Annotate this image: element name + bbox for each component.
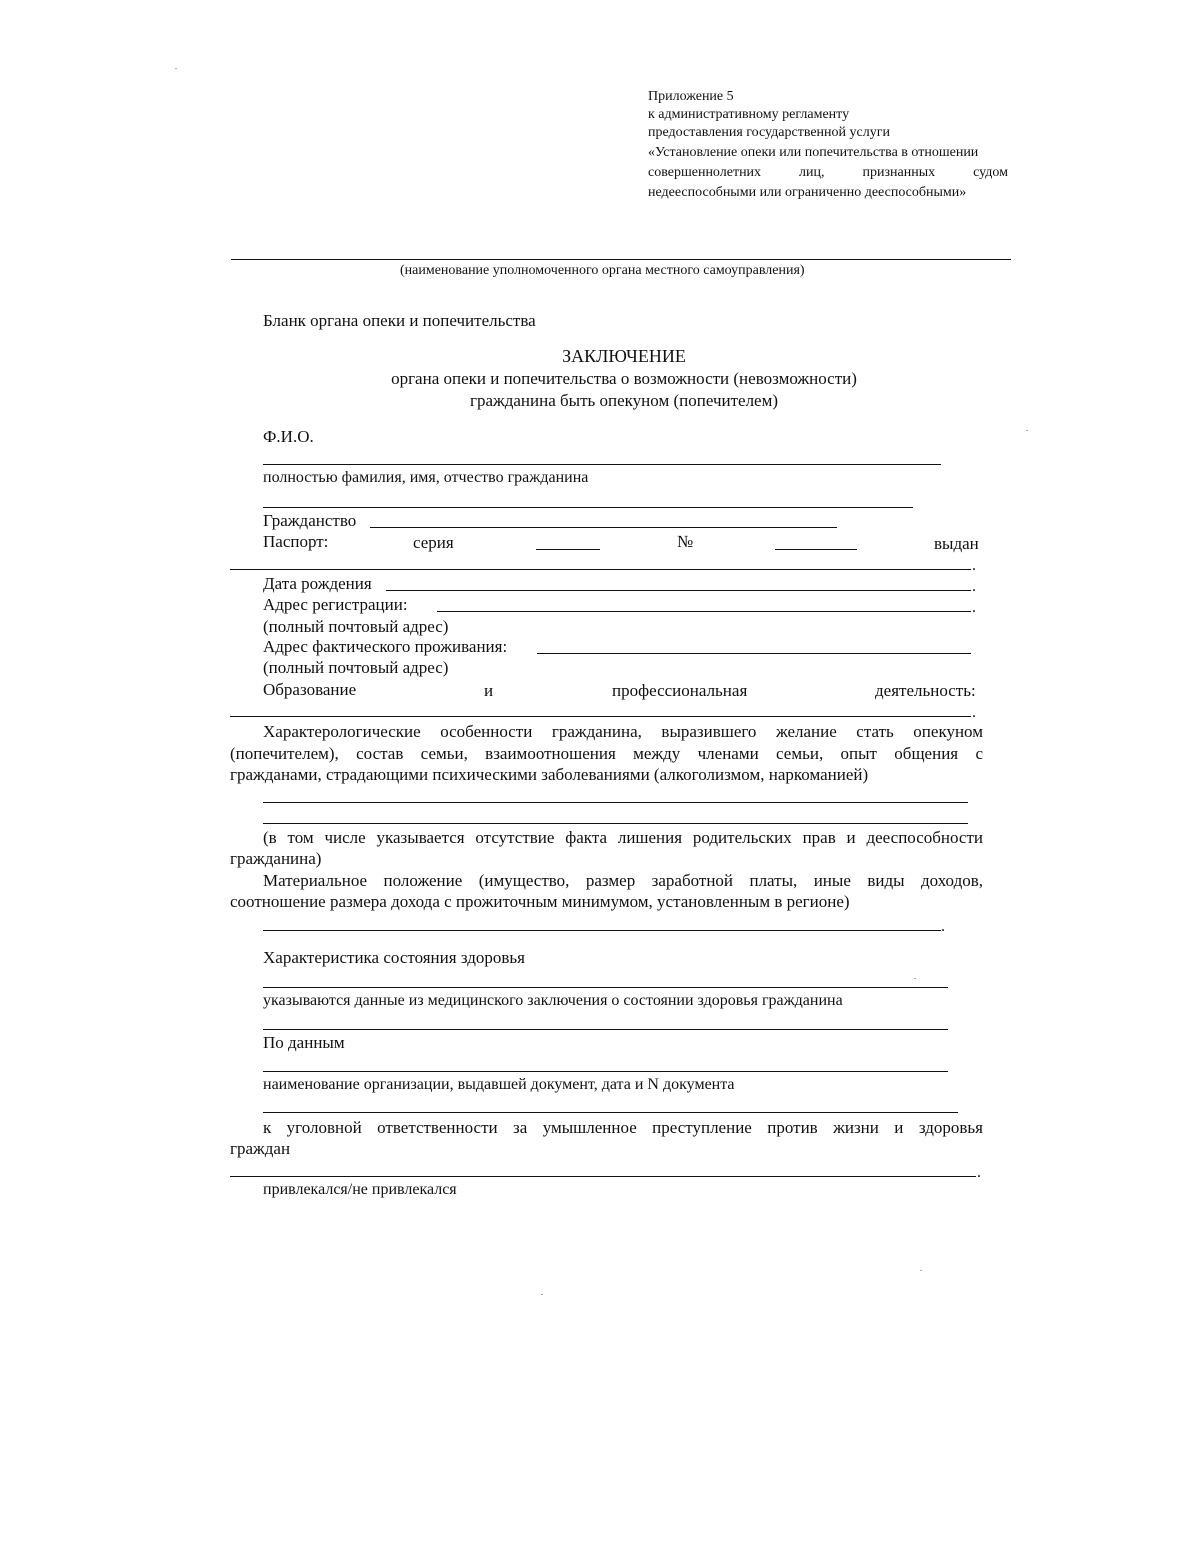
appendix-line: совершеннолетних лиц, признанных судом (648, 165, 1008, 180)
health-label: Характеристика состояния здоровья (263, 948, 525, 967)
appendix-line: недееспособными или ограниченно дееспособными» (648, 185, 967, 200)
by-data-label: По данным (263, 1033, 345, 1052)
actual-address-label: Адрес фактического проживания: (263, 637, 508, 656)
appendix-line: предоставления государственной услуги (648, 125, 890, 140)
document-subtitle: гражданина быть опекуном (попечителем) (469, 391, 779, 410)
character-text: (попечителем), состав семьи, взаимоотношения между членами семьи, опыт общения с (230, 744, 983, 763)
blank-label: Бланк органа опеки и попечительства (263, 311, 536, 330)
period-mark: . (972, 704, 976, 721)
postal-hint: (полный почтовый адрес) (263, 658, 449, 677)
postal-hint: (полный почтовый адрес) (263, 617, 449, 636)
reg-address-line (437, 611, 971, 612)
fio-line (263, 464, 941, 465)
period-mark: . (972, 599, 976, 616)
scan-speck (175, 68, 177, 69)
passport-series-label: серия (413, 533, 454, 552)
scan-speck (914, 978, 916, 979)
fio-caption: полностью фамилия, имя, отчество гражданина (263, 469, 589, 486)
citizenship-label: Гражданство (263, 511, 357, 530)
education-word: и (484, 681, 494, 700)
birth-date-line (386, 590, 971, 591)
character-text: гражданами, страдающими психическими заболеваниями (алкоголизмом, наркоманией) (230, 765, 869, 784)
period-mark: . (977, 1164, 981, 1181)
passport-label: Паспорт: (263, 532, 329, 551)
by-data-line (263, 1071, 948, 1072)
appendix-line: «Установление опеки или попечительства в отношении (648, 145, 979, 160)
fio-underline (263, 507, 913, 508)
education-word: деятельность: (875, 681, 976, 700)
material-line (263, 930, 941, 931)
period-mark: . (972, 557, 976, 574)
health-line (263, 1029, 948, 1030)
birth-date-label: Дата рождения (263, 574, 372, 593)
authority-line (231, 259, 1011, 260)
criminal-text: к уголовной ответственности за умышленное преступление против жизни и здоровья (263, 1118, 983, 1137)
education-line (230, 716, 971, 717)
criminal-line (230, 1176, 976, 1177)
character-line (263, 823, 968, 824)
scan-speck (541, 1294, 543, 1295)
appendix-line: Приложение 5 (648, 89, 734, 104)
material-text: Материальное положение (имущество, размер заработной платы, иные виды доходов, (263, 871, 983, 890)
material-text: соотношение размера дохода с прожиточным минимумом, установленным в регионе) (230, 892, 850, 911)
reg-address-label: Адрес регистрации: (263, 595, 408, 614)
passport-number-line (775, 549, 857, 550)
document-title: ЗАКЛЮЧЕНИЕ (562, 346, 686, 366)
passport-number-label: № (677, 532, 694, 551)
period-mark: . (941, 918, 945, 935)
org-line (263, 1112, 958, 1113)
org-caption: наименование организации, выдавшей документ, дата и N документа (263, 1076, 735, 1093)
scan-speck (920, 1270, 922, 1271)
period-mark: . (972, 578, 976, 595)
passport-series-line (536, 549, 600, 550)
prosecuted-caption: привлекался/не привлекался (263, 1181, 457, 1198)
citizenship-line (370, 527, 837, 528)
education-word: Образование (263, 680, 357, 699)
appendix-line: к административному регламенту (648, 107, 850, 122)
criminal-text: граждан (230, 1139, 291, 1158)
character-text: Характерологические особенности гражданина, выразившего желание стать опекуном (263, 722, 983, 741)
health-line (263, 987, 948, 988)
character-line (263, 802, 968, 803)
passport-issued-label: выдан (934, 534, 979, 553)
education-word: профессиональная (612, 681, 748, 700)
document-subtitle: органа опеки и попечительства о возможности (невозможности) (391, 369, 857, 388)
authority-caption: (наименование уполномоченного органа местного самоуправления) (400, 263, 805, 278)
actual-address-line (537, 653, 971, 654)
scan-speck (1026, 430, 1028, 431)
passport-issued-line (230, 569, 971, 570)
health-caption: указываются данные из медицинского заключения о состоянии здоровья гражданина (263, 992, 843, 1009)
rights-text: гражданина) (230, 849, 322, 868)
fio-label: Ф.И.О. (263, 427, 314, 446)
rights-text: (в том числе указывается отсутствие факта лишения родительских прав и дееспособности (263, 828, 983, 847)
